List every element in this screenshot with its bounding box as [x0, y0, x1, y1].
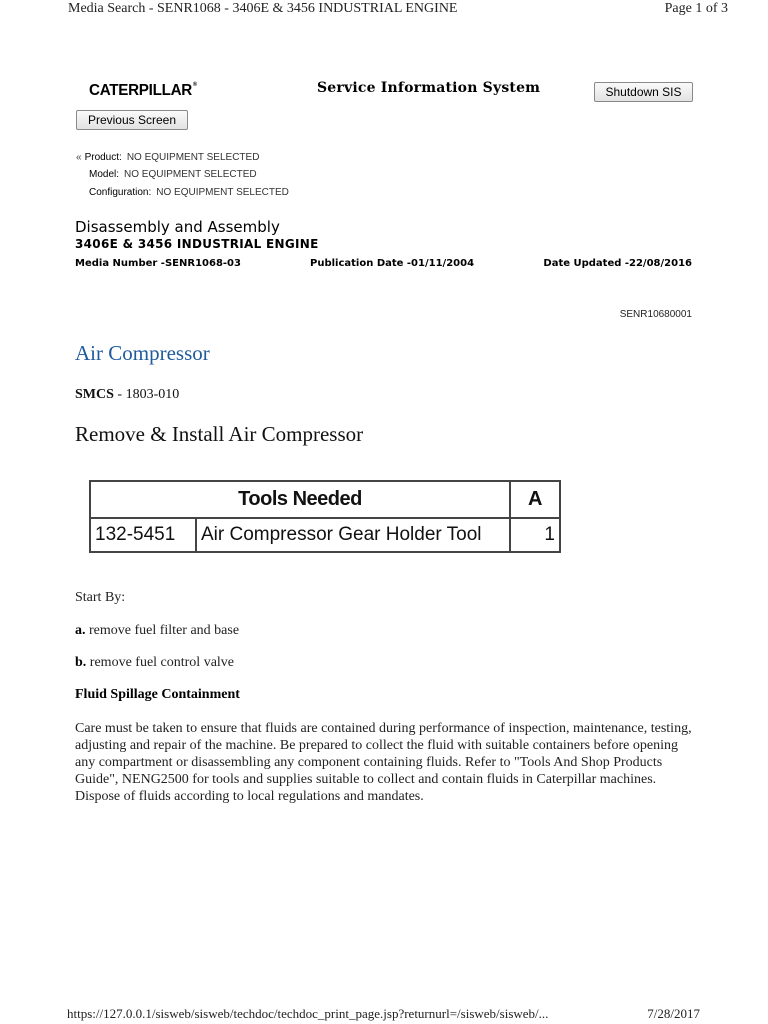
print-header-title: Media Search - SENR1068 - 3406E & 3456 INDUSTRIAL ENGINE [68, 1, 458, 16]
table-row [90, 518, 560, 552]
configuration-label: Configuration: [89, 187, 152, 198]
configuration-value: NO EQUIPMENT SELECTED [156, 187, 289, 198]
model-row [89, 169, 257, 180]
caterpillar-logo [89, 82, 197, 100]
document-type: Disassembly and Assembly [75, 218, 280, 236]
product-label: Product: [84, 152, 122, 163]
model-label: Model: [89, 169, 120, 180]
print-header-page: Page 1 of 3 [664, 1, 728, 16]
fluid-spillage-heading: Fluid Spillage Containment [75, 687, 240, 702]
model-value: NO EQUIPMENT SELECTED [124, 169, 257, 180]
smcs-value: - 1803-010 [113, 387, 180, 402]
step-marker: b. [75, 655, 87, 670]
document-id: SENR10680001 [619, 309, 692, 320]
trademark-mark: ® [192, 82, 197, 88]
fluid-spillage-paragraph: Care must be taken to ensure that fluids are contained during performance of inspection, maintenance, testing, adjusting and repair of the machine. Be prepared to collect the fluid with suitable containers before opening any compartment or disassembling any component containing fluids. Refer to "Tools And Shop Products Guide", NENG2500 for tools and supplies suitable to collect and contain fluids in Caterpillar machines. Dispose of fluids according to local regulations and mandates. [75, 721, 692, 804]
product-row [76, 152, 259, 163]
tools-needed-table [89, 480, 561, 553]
tool-name: Air Compressor Gear Holder Tool [196, 518, 510, 552]
step-item [75, 654, 234, 671]
engine-name: 3406E & 3456 INDUSTRIAL ENGINE [75, 237, 319, 251]
procedure-title: Remove & Install Air Compressor [75, 422, 364, 446]
smcs-code [75, 387, 179, 403]
start-by-label: Start By: [75, 590, 126, 605]
previous-screen-button[interactable]: Previous Screen [76, 110, 188, 130]
tools-table-col-a: A [510, 481, 560, 518]
step-item [75, 622, 239, 639]
step-text: remove fuel filter and base [85, 623, 240, 638]
shutdown-sis-button[interactable]: Shutdown SIS [594, 82, 693, 102]
collapse-chevron-icon[interactable]: « [76, 152, 82, 163]
system-title: Service Information System [317, 80, 541, 96]
configuration-row [89, 187, 289, 198]
print-footer-date: 7/28/2017 [647, 1006, 700, 1021]
tools-table-header-row [90, 481, 560, 518]
print-footer-url: https://127.0.0.1/sisweb/sisweb/techdoc/techdoc_print_page.jsp?returnurl=/sisweb/sisweb/... [67, 1006, 549, 1021]
step-text: remove fuel control valve [86, 655, 235, 670]
date-updated: Date Updated -22/08/2016 [543, 258, 692, 269]
media-number: Media Number -SENR1068-03 [75, 258, 241, 269]
smcs-label: SMCS [75, 387, 114, 402]
logo-text: CATERPILLAR [89, 82, 192, 99]
tool-quantity: 1 [510, 518, 560, 552]
product-value: NO EQUIPMENT SELECTED [126, 152, 260, 163]
step-marker: a. [75, 623, 86, 638]
tools-table-header: Tools Needed [90, 481, 510, 518]
section-title: Air Compressor [75, 341, 210, 365]
tool-part-number: 132-5451 [90, 518, 196, 552]
publication-date: Publication Date -01/11/2004 [310, 258, 475, 269]
